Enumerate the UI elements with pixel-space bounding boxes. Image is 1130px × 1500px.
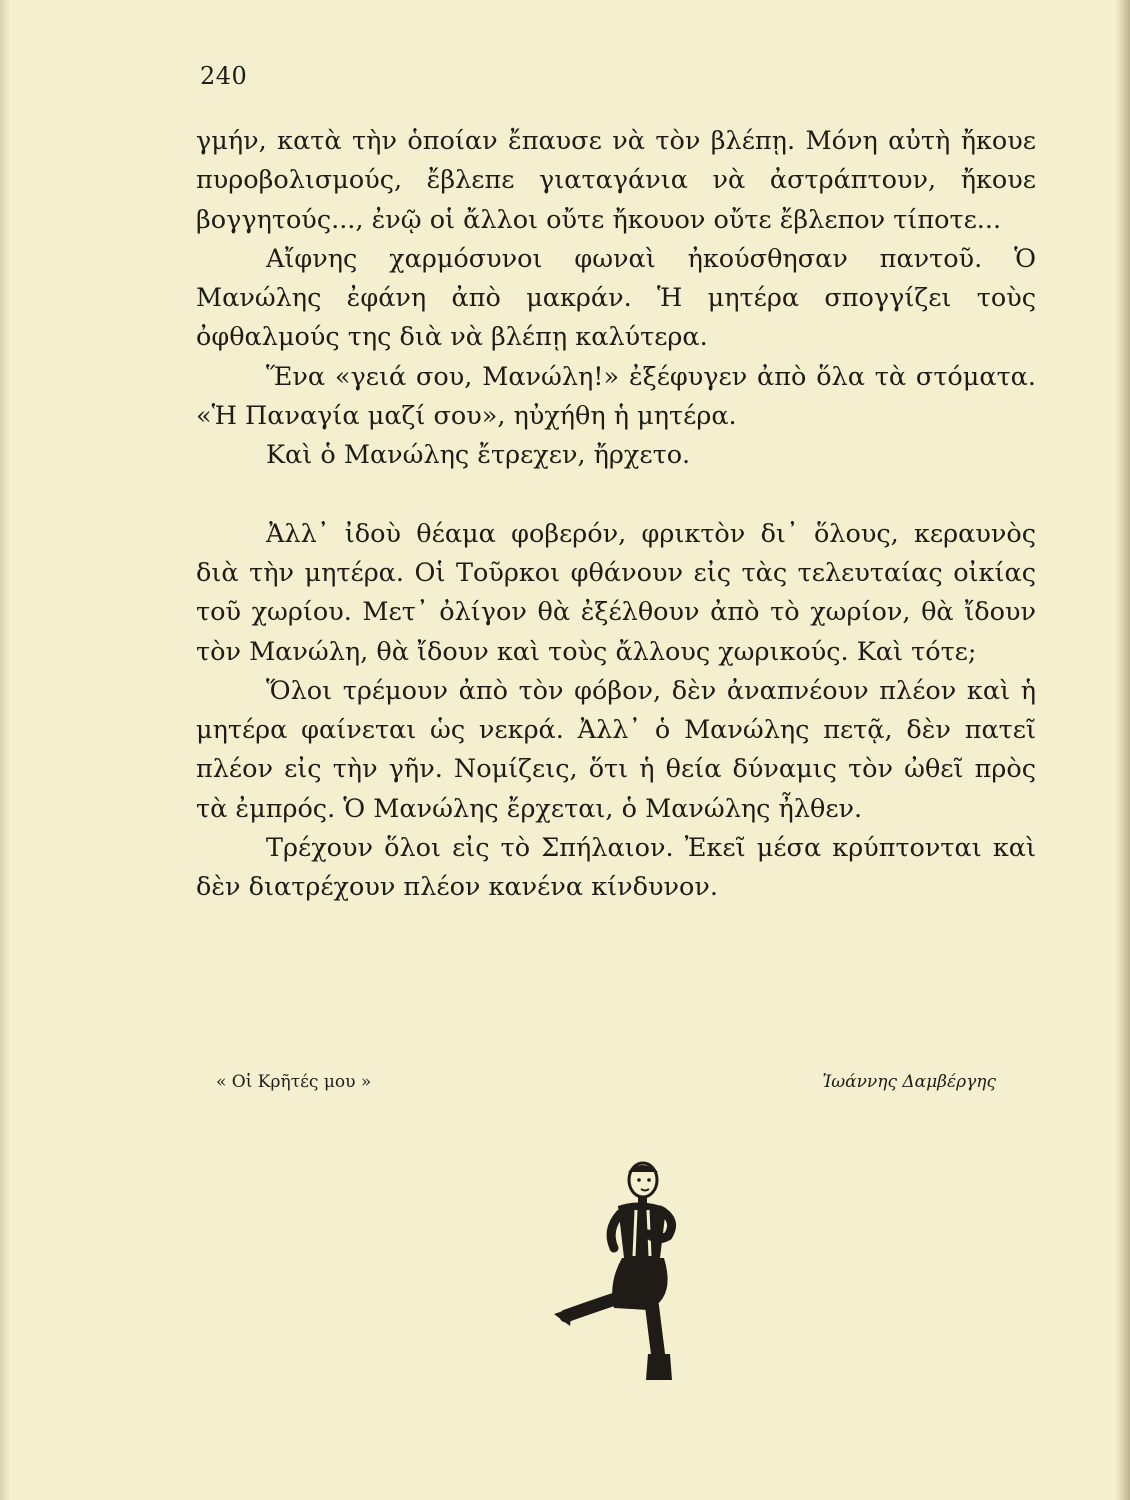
paragraph-1: γμήν, κατὰ τὴν ὁποίαν ἔπαυσε νὰ τὸν βλέπῃ. Μόνη αὐτὴ ἤκουε πυροβολισμούς, ἔβλεπε γιαταγάνια νὰ ἀστράπτουν, ἤκουε βογγητούς..., ἐνῷ οἱ ἄλλοι οὔτε ἤκουον οὔτε ἔβλεπον τίποτε... [196, 126, 1036, 235]
running-cretan-boy-icon [548, 1158, 698, 1398]
page-number: 240 [200, 62, 248, 90]
source-author: Ἰωάννης Δαμβέργης [822, 1072, 996, 1092]
body-text [196, 122, 1036, 908]
page-edge-left [0, 0, 10, 1500]
page-edge-right [1116, 0, 1130, 1500]
paragraph-2: Αἴφνης χαρμόσυνοι φωναὶ ἠκούσθησαν παντοῦ. Ὁ Μανώλης ἐφάνη ἀπὸ μακράν. Ἡ μητέρα σπογγίζει τοὺς ὀφθαλμούς της διὰ νὰ βλέπῃ καλύτερα. [196, 243, 1036, 353]
source-title: « Οἱ Κρῆτές μου » [216, 1072, 372, 1092]
source-attribution [216, 1072, 996, 1092]
paragraph-6: Ὅλοι τρέμουν ἀπὸ τὸν φόβον, δὲν ἀναπνέουν πλέον καὶ ἡ μητέρα φαίνεται ὡς νεκρά. Ἀλλ᾽ ὁ Μανώλης πετᾷ, δὲν πατεῖ πλέον εἰς τὴν γῆν. Νομίζεις, ὅτι ἡ θεία δύναμις τὸν ὠθεῖ πρὸς τὰ ἐμπρός. Ὁ Μανώλης ἔρχεται, ὁ Μανώλης ἦλθεν. [196, 675, 1036, 824]
paragraph-7: Τρέχουν ὅλοι εἰς τὸ Σπήλαιον. Ἐκεῖ μέσα κρύπτονται καὶ δὲν διατρέχουν πλέον κανένα κίνδυνον. [196, 833, 1036, 903]
paragraph-3: Ἕνα «γειά σου, Μανώλη!» ἐξέφυγεν ἀπὸ ὅλα τὰ στόματα. «Ἡ Παναγία μαζί σου», ηὐχήθη ἡ μητέρα. [196, 361, 1036, 432]
paragraph-5: Ἀλλ᾽ ἰδοὺ θέαμα φοβερόν, φρικτὸν δι᾽ ὅλους, κεραυνὸς διὰ τὴν μητέρα. Οἱ Τοῦρκοι φθάνουν εἰς τὰς τελευταίας οἰκίας τοῦ χωρίου. Μετ᾽ ὀλίγον θὰ ἐξέλθουν ἀπὸ τὸ χωρίον, θὰ ἴδουν τὸν Μανώλη, θὰ ἴδουν καὶ τοὺς ἄλλους χωρικούς. Καὶ τότε; [196, 518, 1036, 667]
paragraph-4: Καὶ ὁ Μανώλης ἔτρεχεν, ἤρχετο. [266, 440, 691, 471]
